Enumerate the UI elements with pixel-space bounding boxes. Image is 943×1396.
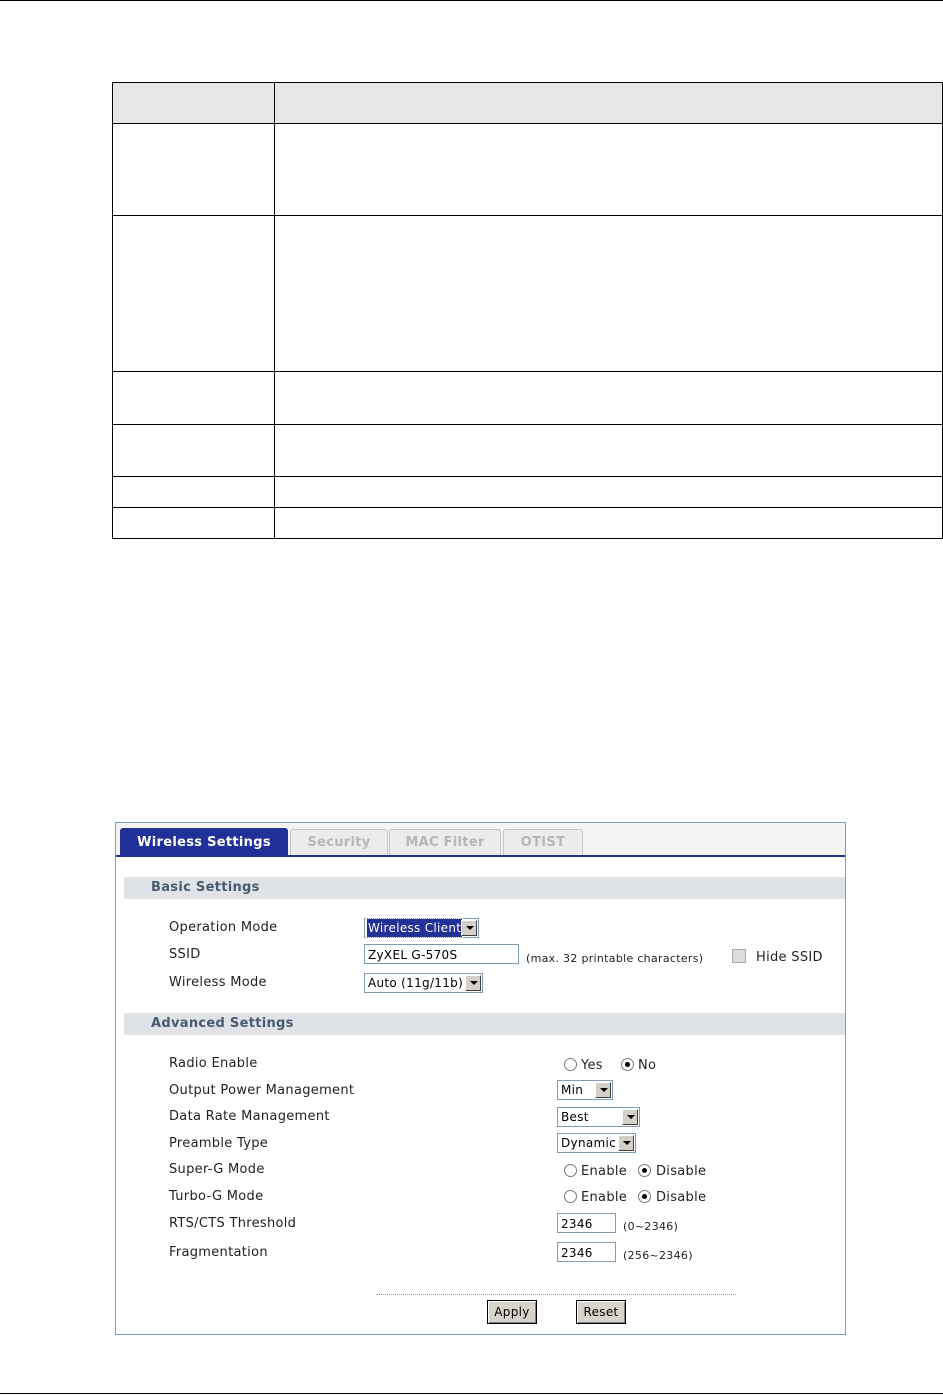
table-row	[113, 216, 943, 372]
description-table	[112, 82, 943, 539]
chevron-down-icon	[461, 920, 477, 936]
output-power-label: Output Power Management	[169, 1083, 355, 1098]
top-rule	[0, 0, 943, 1]
radio-enable-yes[interactable]	[564, 1058, 577, 1071]
table-header-row	[113, 83, 943, 124]
reset-button[interactable]: Reset	[576, 1300, 626, 1324]
data-rate-select[interactable]	[557, 1107, 640, 1127]
table-row	[113, 425, 943, 477]
radio-enable-label: Radio Enable	[169, 1056, 258, 1071]
operation-mode-value: Wireless Client	[368, 921, 462, 935]
ssid-hint: (max. 32 printable characters)	[526, 952, 704, 965]
superg-disable-radio[interactable]	[638, 1164, 651, 1177]
operation-mode-select[interactable]	[364, 918, 479, 938]
table-row	[113, 477, 943, 508]
table-row	[113, 372, 943, 425]
wireless-settings-screen	[115, 822, 846, 1335]
yes-label: Yes	[581, 1058, 603, 1073]
superg-label: Super-G Mode	[169, 1162, 265, 1177]
turbog-disable-radio[interactable]	[638, 1190, 651, 1203]
wireless-mode-select[interactable]	[364, 973, 483, 993]
chevron-down-icon	[595, 1082, 611, 1098]
hide-ssid-label: Hide SSID	[756, 950, 823, 965]
frag-input[interactable]: 2346	[557, 1242, 616, 1262]
section-title: Advanced Settings	[151, 1016, 294, 1031]
header-cell	[113, 83, 275, 124]
wireless-mode-label: Wireless Mode	[169, 975, 267, 990]
hide-ssid-checkbox[interactable]	[732, 949, 746, 963]
table-row	[113, 124, 943, 216]
operation-mode-label: Operation Mode	[169, 920, 278, 935]
data-rate-value: Best	[561, 1110, 589, 1124]
tab-underline	[116, 855, 845, 857]
chevron-down-icon	[622, 1109, 638, 1125]
tab-security[interactable]: Security	[290, 829, 388, 856]
frag-label: Fragmentation	[169, 1245, 268, 1260]
radio-enable-no[interactable]	[621, 1058, 634, 1071]
disable-label: Disable	[656, 1190, 707, 1205]
wireless-mode-value: Auto (11g/11b)	[368, 976, 464, 990]
disable-label: Disable	[656, 1164, 707, 1179]
basic-settings-header	[124, 877, 845, 899]
enable-label: Enable	[581, 1164, 628, 1179]
tab-wireless-settings[interactable]: Wireless Settings	[120, 828, 288, 857]
rts-label: RTS/CTS Threshold	[169, 1216, 297, 1231]
tab-mac-filter[interactable]: MAC Filter	[389, 829, 501, 856]
preamble-select[interactable]	[557, 1133, 636, 1153]
ssid-input[interactable]: ZyXEL G-570S	[364, 944, 519, 964]
preamble-label: Preamble Type	[169, 1136, 269, 1151]
tab-otist[interactable]: OTIST	[503, 829, 583, 856]
preamble-value: Dynamic	[561, 1136, 617, 1150]
tab-bar	[116, 823, 845, 857]
output-power-value: Min	[561, 1083, 584, 1097]
table-row	[113, 508, 943, 539]
rts-hint: (0~2346)	[623, 1220, 679, 1233]
header-cell	[275, 83, 943, 124]
turbog-label: Turbo-G Mode	[169, 1189, 264, 1204]
output-power-select[interactable]	[557, 1080, 613, 1100]
superg-enable-radio[interactable]	[564, 1164, 577, 1177]
frag-hint: (256~2346)	[623, 1249, 693, 1262]
enable-label: Enable	[581, 1190, 628, 1205]
chevron-down-icon	[618, 1135, 634, 1151]
turbog-enable-radio[interactable]	[564, 1190, 577, 1203]
button-divider	[376, 1294, 736, 1295]
advanced-settings-header	[124, 1013, 845, 1035]
rts-input[interactable]: 2346	[557, 1213, 616, 1233]
bottom-rule	[0, 1393, 943, 1394]
apply-button[interactable]: Apply	[487, 1300, 537, 1324]
section-title: Basic Settings	[151, 880, 260, 895]
chevron-down-icon	[465, 975, 481, 991]
no-label: No	[638, 1058, 657, 1073]
ssid-label: SSID	[169, 947, 201, 962]
data-rate-label: Data Rate Management	[169, 1109, 330, 1124]
